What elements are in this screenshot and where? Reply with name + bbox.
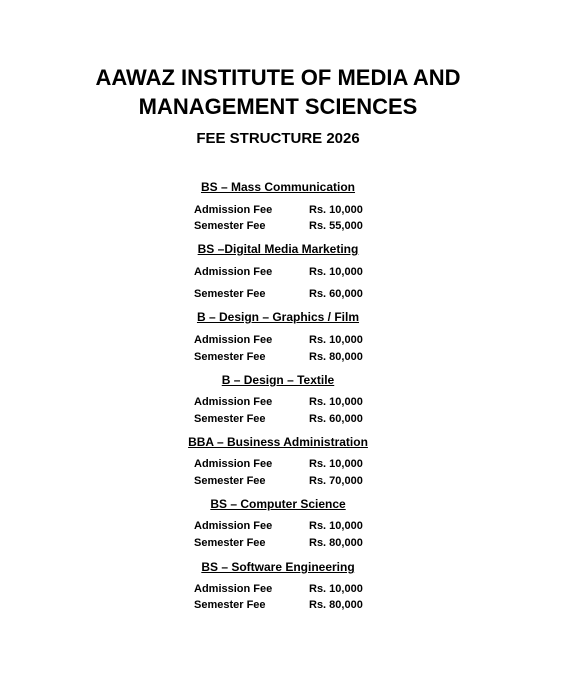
fee-row-semester bbox=[0, 536, 570, 551]
program-heading: BBA – Business Administration bbox=[188, 435, 368, 449]
fee-amount: Rs. 10,000 bbox=[309, 266, 363, 278]
fee-row-admission bbox=[0, 582, 570, 597]
program-heading: BS – Computer Science bbox=[210, 497, 346, 511]
fee-amount: Rs. 10,000 bbox=[309, 583, 363, 595]
fee-amount: Rs. 60,000 bbox=[309, 413, 363, 425]
institute-title-line-1: AAWAZ INSTITUTE OF MEDIA AND bbox=[95, 65, 461, 90]
fee-amount: Rs. 80,000 bbox=[309, 351, 363, 363]
fee-label: Semester Fee bbox=[194, 537, 266, 549]
fee-amount: Rs. 10,000 bbox=[309, 458, 363, 470]
fee-row-admission bbox=[0, 203, 570, 218]
fee-label: Semester Fee bbox=[194, 413, 266, 425]
program-heading: BS – Mass Communication bbox=[200, 180, 356, 194]
program-heading: BS – Software Engineering bbox=[201, 560, 355, 574]
fee-row-admission bbox=[0, 265, 570, 280]
fee-amount: Rs. 60,000 bbox=[309, 288, 363, 300]
fee-row-semester bbox=[0, 219, 570, 234]
fee-label: Admission Fee bbox=[194, 458, 273, 470]
fee-row-admission bbox=[0, 395, 570, 410]
fee-row-admission bbox=[0, 457, 570, 472]
fee-structure-subtitle: FEE STRUCTURE 2026 bbox=[196, 130, 360, 147]
program-heading: BS –Digital Media Marketing bbox=[197, 242, 359, 256]
fee-label: Admission Fee bbox=[194, 266, 273, 278]
fee-row-semester bbox=[0, 412, 570, 427]
fee-amount: Rs. 80,000 bbox=[309, 599, 363, 611]
fee-label: Admission Fee bbox=[194, 334, 273, 346]
fee-amount: Rs. 80,000 bbox=[309, 537, 363, 549]
fee-label: Semester Fee bbox=[194, 220, 266, 232]
fee-label: Admission Fee bbox=[194, 520, 273, 532]
program-heading: B – Design – Textile bbox=[221, 373, 335, 387]
fee-row-semester bbox=[0, 287, 570, 302]
fee-row-semester bbox=[0, 350, 570, 365]
fee-amount: Rs. 10,000 bbox=[309, 334, 363, 346]
fee-row-admission bbox=[0, 519, 570, 534]
fee-label: Semester Fee bbox=[194, 475, 266, 487]
fee-label: Semester Fee bbox=[194, 288, 266, 300]
fee-row-semester bbox=[0, 474, 570, 489]
fee-amount: Rs. 55,000 bbox=[309, 220, 363, 232]
fee-amount: Rs. 10,000 bbox=[309, 520, 363, 532]
fee-amount: Rs. 70,000 bbox=[309, 475, 363, 487]
fee-label: Admission Fee bbox=[194, 204, 273, 216]
fee-row-admission bbox=[0, 333, 570, 348]
program-heading: B – Design – Graphics / Film bbox=[196, 310, 360, 324]
fee-label: Semester Fee bbox=[194, 599, 266, 611]
fee-label: Admission Fee bbox=[194, 583, 273, 595]
institute-title-line-2: MANAGEMENT SCIENCES bbox=[138, 94, 418, 119]
fee-row-semester bbox=[0, 598, 570, 613]
fee-amount: Rs. 10,000 bbox=[309, 396, 363, 408]
fee-label: Semester Fee bbox=[194, 351, 266, 363]
fee-label: Admission Fee bbox=[194, 396, 273, 408]
fee-amount: Rs. 10,000 bbox=[309, 204, 363, 216]
